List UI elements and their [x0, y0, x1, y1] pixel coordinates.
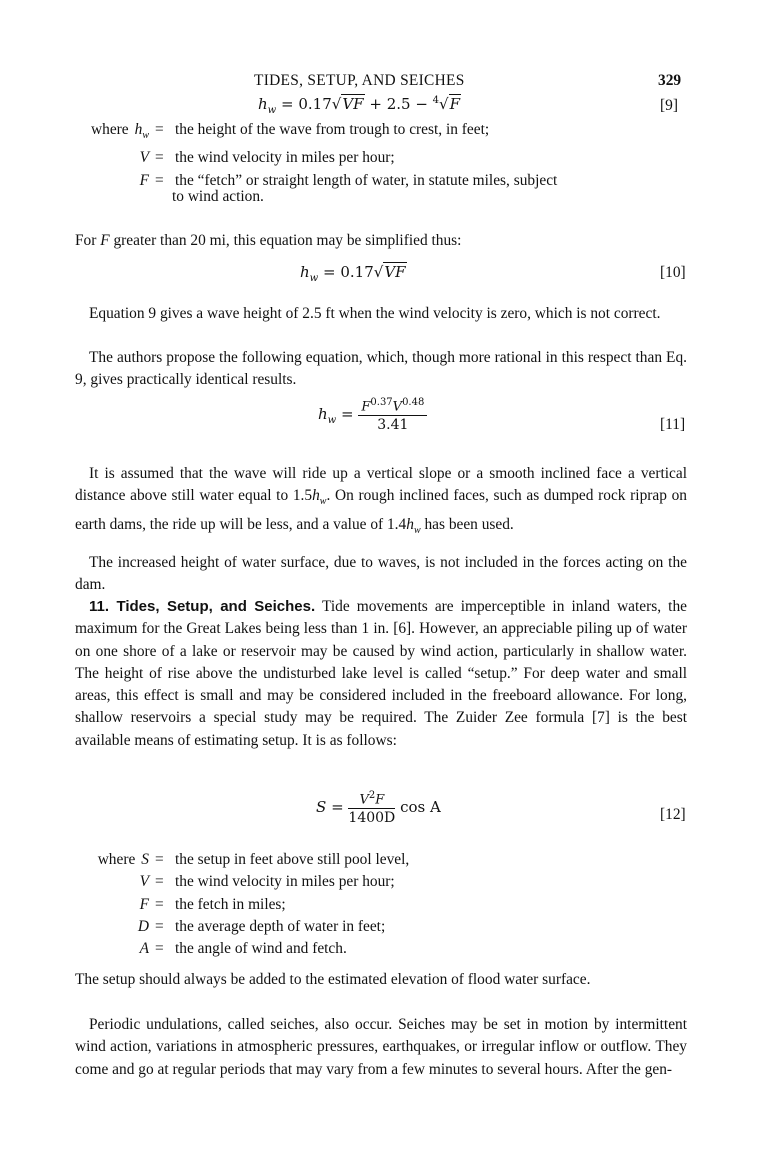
- definition-symbol: where $h_w$: [91, 121, 149, 142]
- definition-symbol: V: [139, 149, 149, 167]
- definition-row: [75, 894, 409, 916]
- definition-symbol: F: [139, 171, 149, 189]
- paragraph-equation9-note: Equation 9 gives a wave height of 2.5 ft when the wind velocity is zero, which is not correct.: [89, 305, 661, 322]
- equation-10: $h_w = 0.17√VF$: [300, 263, 406, 284]
- equation-number-9: [9]: [660, 97, 678, 114]
- definition-text: the wind velocity in miles per hour;: [175, 873, 395, 891]
- section-tides: 11. Tides, Setup, and Seiches. Tide movements are imperceptible in inland waters, the maximum for the Great Lakes being less than 1 in. [6]. However, an appreciable piling up of water on one shore of a lake or reservoir may be caused by wind action, particularly in shallow water. The height of rise above the undisturbed lake level is called “setup.” For deep water and small areas, this effect is small and may be considered included in the freeboard allowance. For long, shallow reservoirs a special study may be required. The Zuider Zee formula [7] is the best available means of estimating setup. It is as follows:: [75, 598, 687, 749]
- equals-sign: =: [155, 149, 164, 167]
- equation-12: S = $\frac{V^2F}{1400D}$ cos A: [316, 790, 441, 827]
- definition-symbol: D: [137, 917, 149, 935]
- equals-sign: =: [155, 940, 164, 958]
- equation-number-11: [11]: [660, 416, 686, 433]
- definition-row: [75, 916, 409, 938]
- definition-symbol: where S: [97, 851, 149, 868]
- definition-text: the average depth of water in feet;: [175, 917, 386, 935]
- definitions-list-2: [75, 849, 409, 960]
- equation-number-12: [12]: [660, 806, 686, 823]
- definition-continuation: to wind action.: [172, 188, 264, 205]
- equals-sign: =: [155, 171, 164, 189]
- paragraph-setup: The setup should always be added to the estimated elevation of flood water surface.: [75, 971, 591, 988]
- running-header: TIDES, SETUP, AND SEICHES: [254, 72, 465, 89]
- definition-symbol: A: [139, 940, 149, 958]
- paragraph-authors: The authors propose the following equation, which, though more rational in this respect than Eq. 9, gives practically identical results.: [75, 349, 687, 389]
- definition-row: [75, 147, 557, 169]
- definition-text: the “fetch” or straight length of water, in statute miles, subject: [175, 171, 558, 189]
- definition-row: [75, 170, 557, 192]
- equals-sign: =: [155, 873, 164, 891]
- definition-symbol: V: [139, 873, 149, 891]
- equation-11: $h_w$ = $\frac{F^{0.37}V^{0.48}}{3.41}$: [318, 397, 427, 433]
- definition-row: [75, 938, 409, 960]
- definition-text: the height of the wave from trough to crest, in feet;: [175, 121, 490, 138]
- definition-symbol: F: [139, 895, 149, 913]
- definition-row: [75, 871, 409, 893]
- section-heading: 11. Tides, Setup, and Seiches.: [89, 598, 316, 615]
- paragraph-simplify: For F greater than 20 mi, this equation may be simplified thus:: [75, 232, 462, 249]
- definition-text: the wind velocity in miles per hour;: [175, 149, 395, 167]
- definition-text: the setup in feet above still pool level,: [175, 851, 410, 868]
- definition-row: [75, 849, 409, 871]
- definition-row: [75, 119, 557, 147]
- definitions-list-1: [75, 119, 557, 192]
- page-number: 329: [658, 72, 682, 89]
- definition-text: the angle of wind and fetch.: [175, 940, 347, 958]
- definition-text: the fetch in miles;: [175, 895, 286, 913]
- paragraph-assumed: It is assumed that the wave will ride up a vertical slope or a smooth inclined face a vertical distance above still water equal to $1.5h_w$. On rough inclined faces, such as dumped rock riprap on earth dams, the ride up will be less, and a value of $1.4h_w$ has been used.: [75, 465, 687, 536]
- equals-sign: =: [155, 895, 164, 913]
- equation-number-10: [10]: [660, 264, 686, 281]
- paragraph-increased-height: The increased height of water surface, due to waves, is not included in the forces acting on the dam.: [75, 554, 687, 594]
- equals-sign: =: [155, 121, 164, 138]
- paragraph-periodic: Periodic undulations, called seiches, also occur. Seiches may be set in motion by intermittent wind action, variations in atmospheric pressures, earthquakes, or irregular inflow or outflow. They come and go at regular periods that may vary from a few minutes to several hours. After the gen-: [75, 1016, 687, 1078]
- equals-sign: =: [155, 917, 164, 935]
- equation-9: $h_w = 0.17√VF + 2.5 - ^4√F$: [258, 95, 461, 116]
- equals-sign: =: [155, 851, 164, 868]
